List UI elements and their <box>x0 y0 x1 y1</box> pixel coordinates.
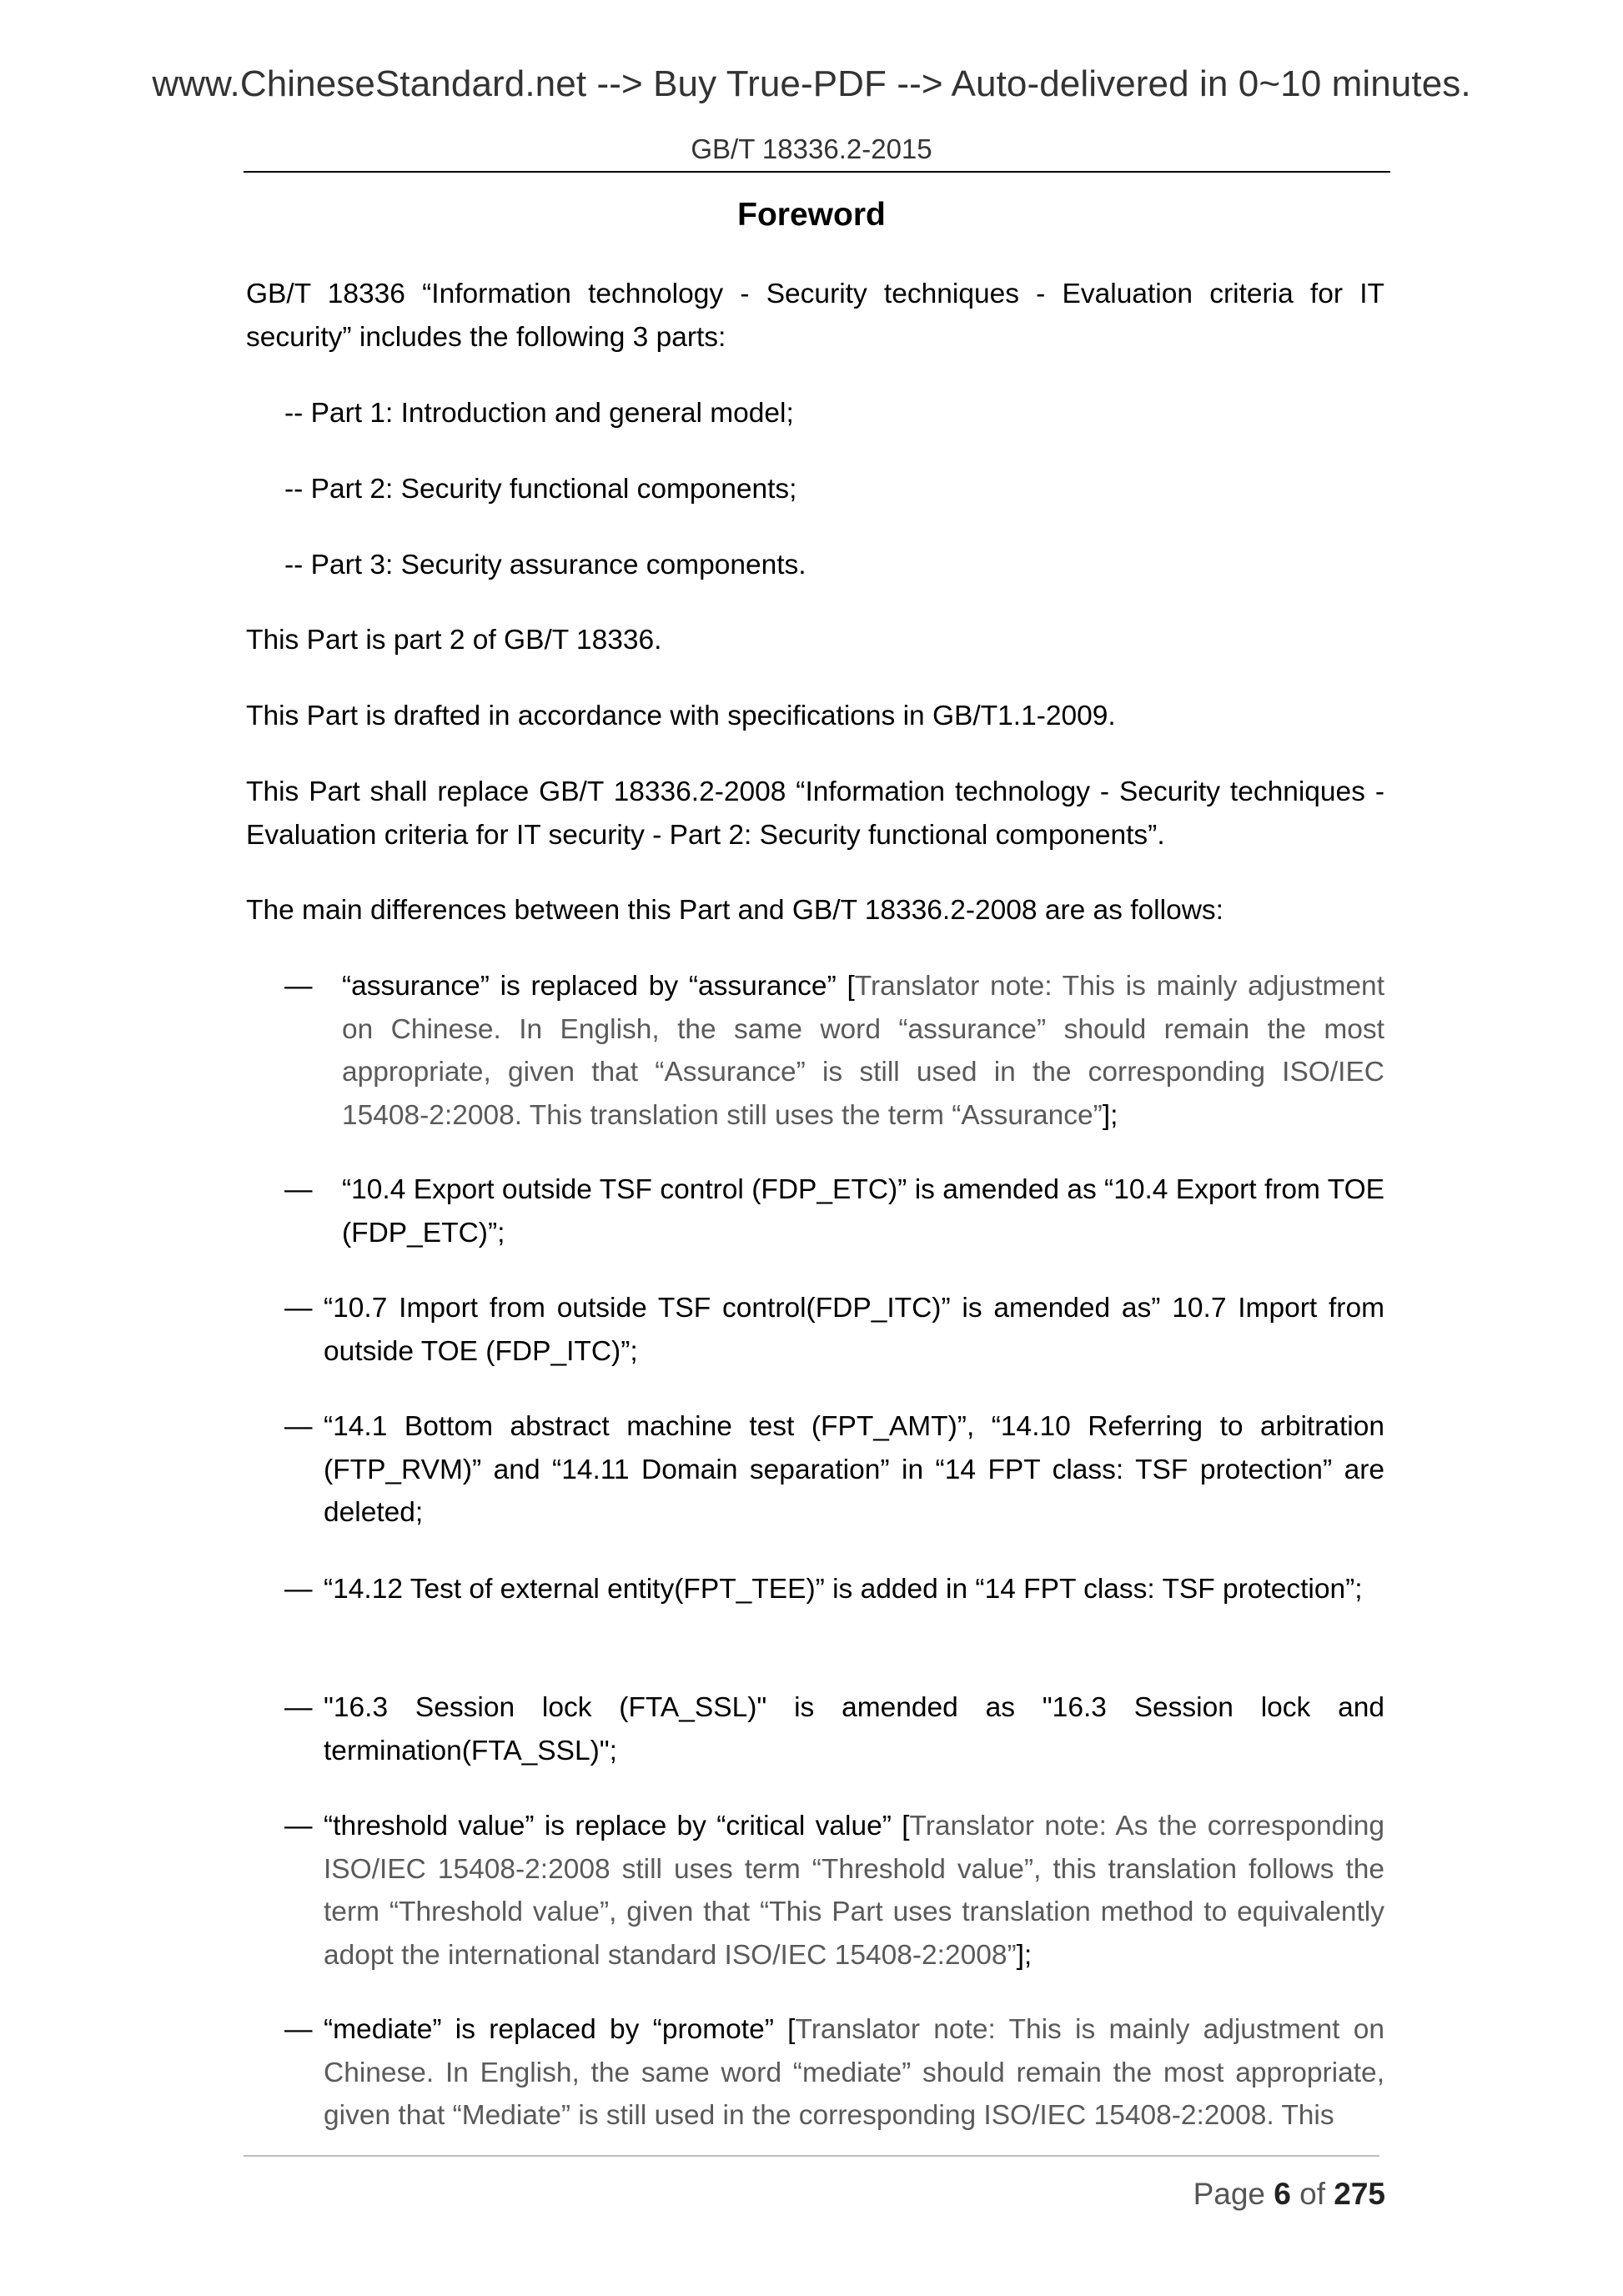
change-tail: ]; <box>1016 1939 1033 1971</box>
dash-bullet: — <box>284 1692 313 1723</box>
translator-note: Translator note: As the corresponding ISO/IEC 15408-2:2008 still uses term “Threshold value”, this translation follows the term “Threshold value”, given that “This Part uses translation method to equivalently adopt the international standard ISO/IEC 15408-2:2008” <box>324 1811 1384 1971</box>
change-text: “10.7 Import from outside TSF control(FDP_ITC)” is amended as” 10.7 Import from outside TOE (FDP_ITC)”; <box>324 1293 1384 1367</box>
page-total: 275 <box>1334 2177 1385 2211</box>
document-number: GB/T 18336.2-2015 <box>691 133 932 164</box>
change-text: “14.12 Test of external entity(FPT_TEE)” is added in “14 FPT class: TSF protection”; <box>324 1574 1363 1605</box>
translator-note: Translator note: This is mainly adjustment on Chinese. In English, the same word “mediate” should remain the most appropriate, given that “Mediate” is still used in the corresponding ISO/IEC 15408-2:2008. This <box>324 2014 1384 2131</box>
change-text: "16.3 Session lock (FTA_SSL)" is amended as "16.3 Session lock and termination(FTA_SSL)"; <box>324 1692 1384 1766</box>
page-number: 6 <box>1274 2177 1291 2211</box>
change-main: “mediate” is replaced by “promote” [ <box>324 2014 796 2045</box>
part-item-2: -- Part 2: Security functional components; <box>284 474 797 505</box>
change-tail: ]; <box>1102 1099 1118 1131</box>
dash-bullet: — <box>284 1293 313 1324</box>
source-banner: www.ChineseStandard.net --> Buy True-PDF --> Auto-delivered in 0~10 minutes. <box>152 63 1471 104</box>
dash-bullet: — <box>284 1174 313 1205</box>
dash-bullet: — <box>284 1411 313 1442</box>
dash-bullet: — <box>284 971 313 1002</box>
change-text: “10.4 Export outside TSF control (FDP_ETC)” is amended as “10.4 Export from TOE (FDP_ETC)”; <box>342 1174 1384 1248</box>
page-title: Foreword <box>737 197 886 233</box>
change-main: “threshold value” is replace by “critical value” [ <box>324 1811 910 1841</box>
intro-paragraph: GB/T 18336 “Information technology - Security techniques - Evaluation criteria for IT security” includes the following 3 parts: <box>246 279 1384 353</box>
dash-bullet: — <box>284 2014 313 2045</box>
page-separator: of <box>1290 2177 1334 2211</box>
page-label: Page <box>1193 2177 1274 2211</box>
part-statement: This Part is part 2 of GB/T 18336. <box>246 625 662 656</box>
dash-bullet: — <box>284 1811 313 1841</box>
replacement-statement: This Part shall replace GB/T 18336.2-2008 “Information technology - Security techniques - Evaluation criteria for IT security - Part 2: Security functional components”. <box>246 776 1384 851</box>
drafting-statement: This Part is drafted in accordance with specifications in GB/T1.1-2009. <box>246 701 1116 731</box>
change-text: “14.1 Bottom abstract machine test (FPT_AMT)”, “14.10 Referring to arbitration (FTP_RVM)” and “14.11 Domain separation” in “14 FPT class: TSF protection” are deleted; <box>324 1411 1384 1528</box>
change-main: “assurance” is replaced by “assurance” [ <box>342 971 855 1002</box>
differences-intro: The main differences between this Part and GB/T 18336.2-2008 are as follows: <box>246 895 1224 926</box>
part-item-3: -- Part 3: Security assurance components. <box>284 550 806 580</box>
dash-bullet: — <box>284 1574 313 1605</box>
change-text <box>324 2008 1384 2138</box>
page-counter <box>1188 2177 1385 2212</box>
footer-rule <box>244 2155 1379 2157</box>
part-item-1: -- Part 1: Introduction and general model; <box>284 398 794 429</box>
translator-note: Translator note: This is mainly adjustment on Chinese. In English, the same word “assurance” should remain the most appropriate, given that “Assurance” is still used in the corresponding ISO/IEC 15408-2:2008. This translation still uses the term “Assurance” <box>342 971 1384 1131</box>
change-text <box>324 1805 1384 1977</box>
change-text <box>342 965 1384 1137</box>
header-rule <box>244 171 1390 173</box>
